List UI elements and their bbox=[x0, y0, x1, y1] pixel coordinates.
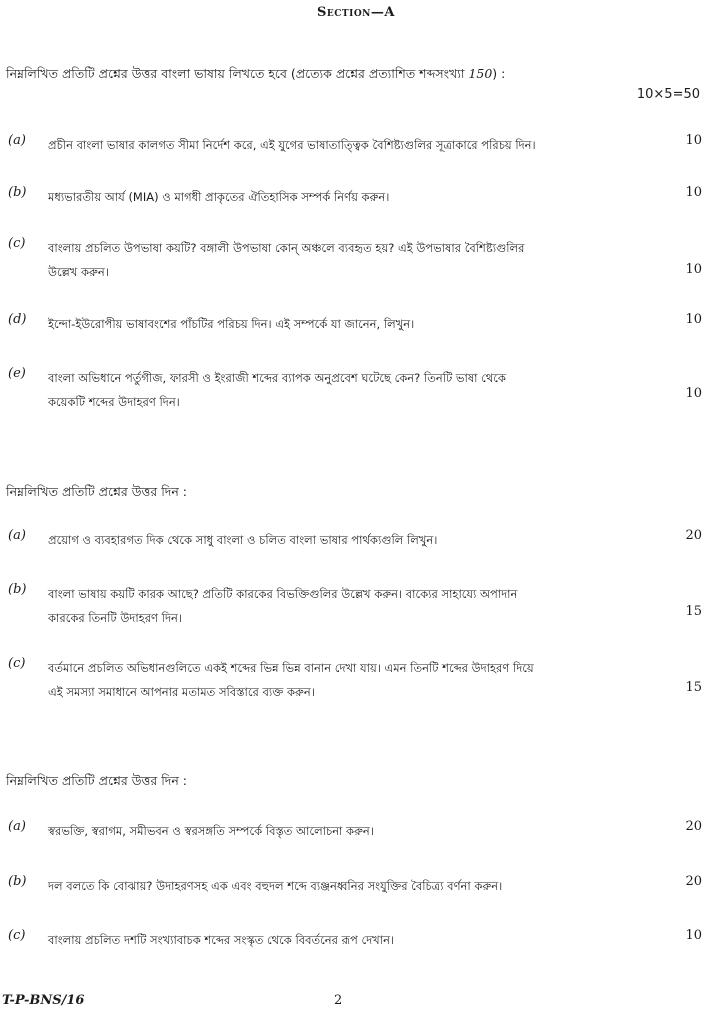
question-label: (a) bbox=[8, 133, 26, 148]
question-marks: 20 bbox=[685, 528, 702, 543]
group-1-instruction bbox=[6, 66, 706, 82]
question-line: কয়েকটি শব্দের উদাহরণ দিন। bbox=[48, 395, 180, 409]
question-marks: 10 bbox=[685, 133, 702, 148]
question-line: বাংলা অভিধানে পর্তুগীজ, ফারসী ও ইংরাজী শব্দের ব্যাপক অনুপ্রবেশ ঘটেছে কেন? তিনটি ভাষা থেকে bbox=[48, 371, 506, 385]
question-line: প্রচীন বাংলা ভাষার কালগত সীমা নির্দেশ করে, এই যুগের ভাষাতাত্ত্বিক বৈশিষ্ট্যগুলির সূত্রাকারে পরিচয় দিন। bbox=[48, 138, 536, 152]
question-label: (b) bbox=[8, 582, 27, 597]
group-3-instruction: নিম্নলিখিত প্রতিটি প্রশ্নের উত্তর দিন : bbox=[6, 773, 188, 788]
question-line: উল্লেখ করুন। bbox=[48, 265, 109, 279]
question-label: (a) bbox=[8, 528, 26, 543]
question-text bbox=[48, 366, 658, 414]
page-number: 2 bbox=[334, 993, 343, 1008]
question-marks: 20 bbox=[685, 874, 702, 889]
question-line: বাংলা ভাষায় কয়টি কারক আছে? প্রতিটি কারকের বিভক্তিগুলির উল্লেখ করুন। বাক্যের সাহায্যে অপাদান bbox=[48, 587, 518, 601]
question-text bbox=[48, 928, 658, 952]
question-label: (a) bbox=[8, 819, 26, 834]
group-1-total-marks: 10×5=50 bbox=[636, 87, 700, 102]
question-marks: 10 bbox=[685, 928, 702, 943]
question-marks: 15 bbox=[685, 680, 702, 695]
question-label: (b) bbox=[8, 874, 27, 889]
question-text bbox=[48, 312, 658, 336]
question-line: স্বরভক্তি, স্বরাগম, সমীভবন ও স্বরসঙ্গতি সম্পর্কে বিস্তৃত আলোচনা করুন। bbox=[48, 824, 374, 838]
question-text bbox=[48, 874, 658, 898]
question-text bbox=[48, 582, 658, 630]
question-text bbox=[48, 656, 658, 704]
group-2-instruction: নিম্নলিখিত প্রতিটি প্রশ্নের উত্তর দিন : bbox=[6, 484, 188, 499]
instruction-text: নিম্নলিখিত প্রতিটি প্রশ্নের উত্তর বাংলা ভাষায় লিখতে হবে (প্রত্যেক প্রশ্নের প্রত্যাশিত শব্দসংখ্যা bbox=[6, 66, 465, 81]
question-label: (c) bbox=[8, 928, 26, 943]
section-title: Section—A bbox=[317, 5, 395, 20]
question-marks: 10 bbox=[685, 262, 702, 277]
question-line: বর্তমানে প্রচলিত অভিধানগুলিতে একই শব্দের ভিন্ন ভিন্ন বানান দেখা যায়। এমন তিনটি শব্দের উদাহরণ দিয়ে bbox=[48, 661, 534, 675]
word-count: 150 bbox=[468, 66, 493, 81]
question-line: ইন্দো-ইউরোপীয় ভাষাবংশের পাঁচটির পরিচয় দিন। এই সম্পর্কে যা জানেন, লিখুন। bbox=[48, 317, 415, 331]
question-marks: 10 bbox=[685, 312, 702, 327]
question-marks: 20 bbox=[685, 819, 702, 834]
question-text bbox=[48, 185, 658, 209]
question-marks: 15 bbox=[685, 604, 702, 619]
question-label: (e) bbox=[8, 366, 26, 381]
question-line: কারকের তিনটি উদাহরণ দিন। bbox=[48, 611, 182, 625]
question-marks: 10 bbox=[685, 185, 702, 200]
question-text bbox=[48, 236, 658, 284]
question-line: এই সমস্যা সমাধানে আপনার মতামত সবিস্তারে ব্যক্ত করুন। bbox=[48, 685, 315, 699]
question-label: (d) bbox=[8, 312, 27, 327]
question-label: (b) bbox=[8, 185, 27, 200]
instruction-end: ) : bbox=[492, 66, 506, 81]
question-text bbox=[48, 819, 658, 843]
question-line: দল বলতে কি বোঝায়? উদাহরণসহ এক এবং বহুদল শব্দে ব্যঞ্জনধ্বনির সংযুক্তির বৈচিত্র্য বর্ণনা করুন। bbox=[48, 879, 503, 893]
question-marks: 10 bbox=[685, 386, 702, 401]
question-line: বাংলায় প্রচলিত উপভাষা কয়টি? বঙ্গালী উপভাষা কোন্ অঞ্চলে ব্যবহৃত হয়? এই উপভাষার বৈশিষ্ট্যগুলির bbox=[48, 241, 525, 255]
question-line: প্রয়োগ ও ব্যবহারগত দিক থেকে সাধু বাংলা ও চলিত বাংলা ভাষার পার্থক্যগুলি লিখুন। bbox=[48, 533, 438, 547]
question-line: মধ্যভারতীয় আর্য (MIA) ও মাগধী প্রাকৃতের ঐতিহাসিক সম্পর্ক নির্ণয় করুন। bbox=[48, 190, 390, 204]
question-text bbox=[48, 133, 658, 157]
question-label: (c) bbox=[8, 656, 26, 671]
question-label: (c) bbox=[8, 236, 26, 251]
question-line: বাংলায় প্রচলিত দশটি সংখ্যাবাচক শব্দের সংস্কৃত থেকে বিবর্তনের রূপ দেখান। bbox=[48, 933, 395, 947]
paper-code: T-P-BNS/16 bbox=[2, 993, 85, 1008]
question-text bbox=[48, 528, 658, 552]
